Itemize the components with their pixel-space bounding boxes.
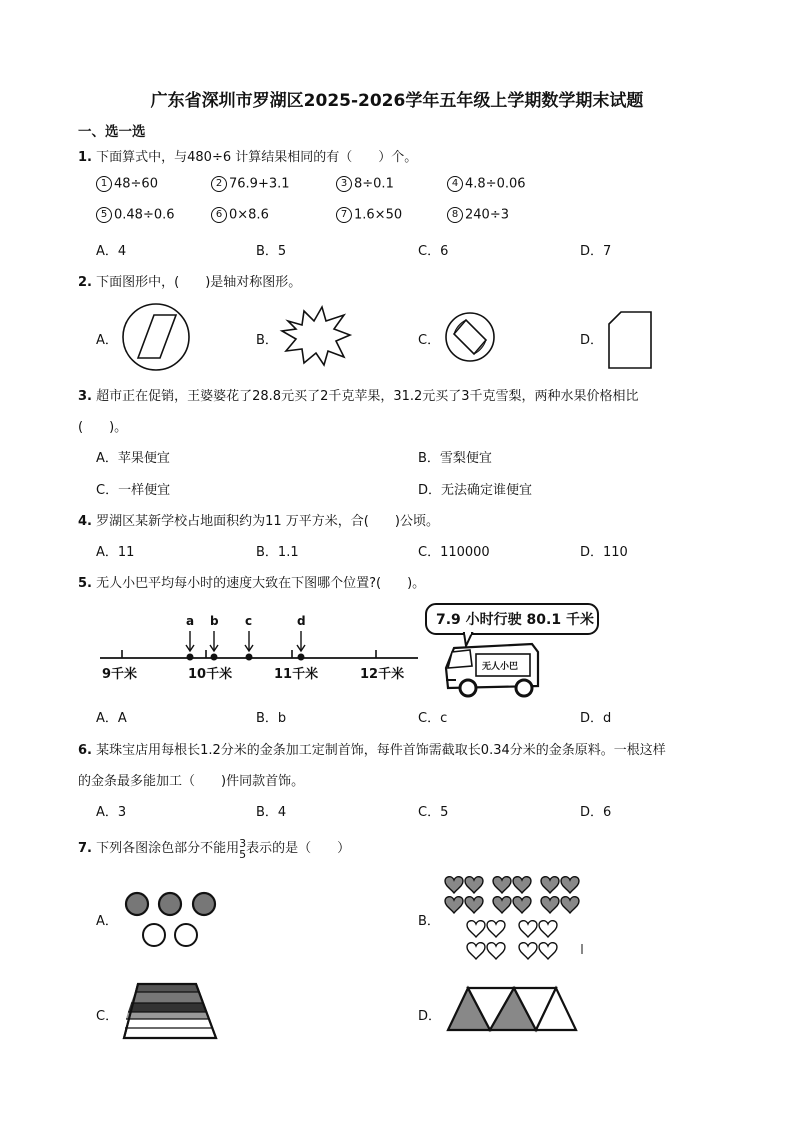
expr-5: 5 0.48÷0.6 xyxy=(96,207,175,223)
question-number: 3. xyxy=(78,389,92,404)
question-number: 5. xyxy=(78,576,92,591)
question-text-after: 表示的是（ ） xyxy=(246,841,351,856)
option-b[interactable]: B．5 xyxy=(256,244,287,259)
point-label-c: c xyxy=(245,614,253,628)
point-label-a: a xyxy=(186,614,195,628)
page-title: 广东省深圳市罗湖区2025-2026学年五年级上学期数学期末试题 xyxy=(150,91,644,111)
question-4 xyxy=(78,510,439,529)
bus-label: 无人小巴 xyxy=(482,662,519,672)
option-a[interactable]: A． xyxy=(96,333,118,348)
question-number: 7. xyxy=(78,841,92,856)
option-d[interactable]: D．d xyxy=(580,711,612,726)
option-d[interactable]: D．7 xyxy=(580,244,612,259)
option-c[interactable]: C． xyxy=(418,333,441,348)
question-number: 1. xyxy=(78,150,92,165)
option-a[interactable]: A．苹果便宜 xyxy=(96,451,170,466)
figure-circle-sign xyxy=(442,306,506,370)
question-6 xyxy=(78,739,666,758)
figure-trapezoid xyxy=(120,980,220,1044)
question-number: 2. xyxy=(78,275,92,290)
question-7 xyxy=(78,837,350,860)
expr-8: 8 240÷3 xyxy=(447,207,509,223)
speech-bubble-text: 7.9 小时行驶 80.1 千米 xyxy=(436,612,594,628)
expr-2: 2 76.9+3.1 xyxy=(211,176,290,192)
question-2 xyxy=(78,271,301,290)
option-a[interactable]: A． xyxy=(96,914,118,929)
question-text: 下面图形中，( )是轴对称图形。 xyxy=(96,275,302,290)
section-heading: 一、选一选 xyxy=(78,124,146,140)
expr-3: 3 8÷0.1 xyxy=(336,176,394,192)
figure-circles xyxy=(120,888,230,952)
axis-label-9: 9千米 xyxy=(102,667,138,682)
axis-label-10: 10千米 xyxy=(188,667,233,682)
point-label-b: b xyxy=(210,614,219,628)
option-d[interactable]: D．6 xyxy=(580,805,612,820)
question-number: 4. xyxy=(78,514,92,529)
expr-7: 7 1.6×50 xyxy=(336,207,402,223)
question-1 xyxy=(78,146,417,165)
option-c[interactable]: C．一样便宜 xyxy=(96,483,171,498)
figure-circle-parallelogram xyxy=(118,303,198,373)
option-c[interactable]: C．5 xyxy=(418,805,449,820)
option-b[interactable]: B．b xyxy=(256,711,287,726)
figure-triangles xyxy=(444,984,584,1034)
option-a[interactable]: A．4 xyxy=(96,244,127,259)
figure-hearts xyxy=(442,872,592,964)
question-text: 下列各图涂色部分不能用 xyxy=(96,841,240,856)
point-a xyxy=(186,631,194,661)
option-a[interactable]: A．A xyxy=(96,711,127,726)
fraction: 3 5 xyxy=(239,836,247,861)
point-b xyxy=(210,631,218,661)
question-text: 下面算式中，与480÷6 计算结果相同的有（ ）个。 xyxy=(96,150,418,165)
question-text: 无人小巴平均每小时的速度大致在下图哪个位置?( )。 xyxy=(96,576,426,591)
option-b[interactable]: B． xyxy=(418,914,440,929)
figure-starburst xyxy=(282,305,354,367)
axis-label-12: 12千米 xyxy=(360,667,405,682)
axis-label-11: 11千米 xyxy=(274,667,319,682)
question-text: 罗湖区某新学校占地面积约为11 万平方米，合( )公顷。 xyxy=(96,514,439,529)
question-text-cont: 的金条最多能加工（ )件同款首饰。 xyxy=(78,774,305,789)
expr-4: 4 4.8÷0.06 xyxy=(447,176,526,192)
option-b[interactable]: B． xyxy=(256,333,278,348)
figure-cut-rectangle xyxy=(607,310,655,372)
option-c[interactable]: C．110000 xyxy=(418,545,490,560)
option-d[interactable]: D．无法确定谁便宜 xyxy=(418,483,533,498)
question-text: 某珠宝店用每根长1.2分米的金条加工定制首饰，每件首饰需截取长0.34分米的金条原料。一根这样 xyxy=(96,743,666,758)
option-d[interactable]: D．110 xyxy=(580,545,628,560)
option-b[interactable]: B．雪梨便宜 xyxy=(418,451,492,466)
expr-1: 1 48÷60 xyxy=(96,176,158,192)
option-d[interactable]: D． xyxy=(580,333,604,348)
option-b[interactable]: B．1.1 xyxy=(256,545,299,560)
question-text-cont: ( )。 xyxy=(78,420,128,435)
point-c xyxy=(245,631,253,661)
question-text: 超市正在促销，王婆婆花了28.8元买了2千克苹果，31.2元买了3千克雪梨，两种水果价格相比 xyxy=(96,389,639,404)
option-c[interactable]: C．6 xyxy=(418,244,449,259)
question-5 xyxy=(78,572,425,591)
question-3 xyxy=(78,385,639,404)
expr-6: 6 0×8.6 xyxy=(211,207,269,223)
option-c[interactable]: C． xyxy=(96,1009,119,1024)
option-d[interactable]: D． xyxy=(418,1009,442,1024)
option-a[interactable]: A．3 xyxy=(96,805,127,820)
option-c[interactable]: C．c xyxy=(418,711,448,726)
question-number: 6. xyxy=(78,743,92,758)
point-label-d: d xyxy=(297,614,306,628)
option-a[interactable]: A．11 xyxy=(96,545,135,560)
point-d xyxy=(297,631,305,661)
option-b[interactable]: B．4 xyxy=(256,805,287,820)
